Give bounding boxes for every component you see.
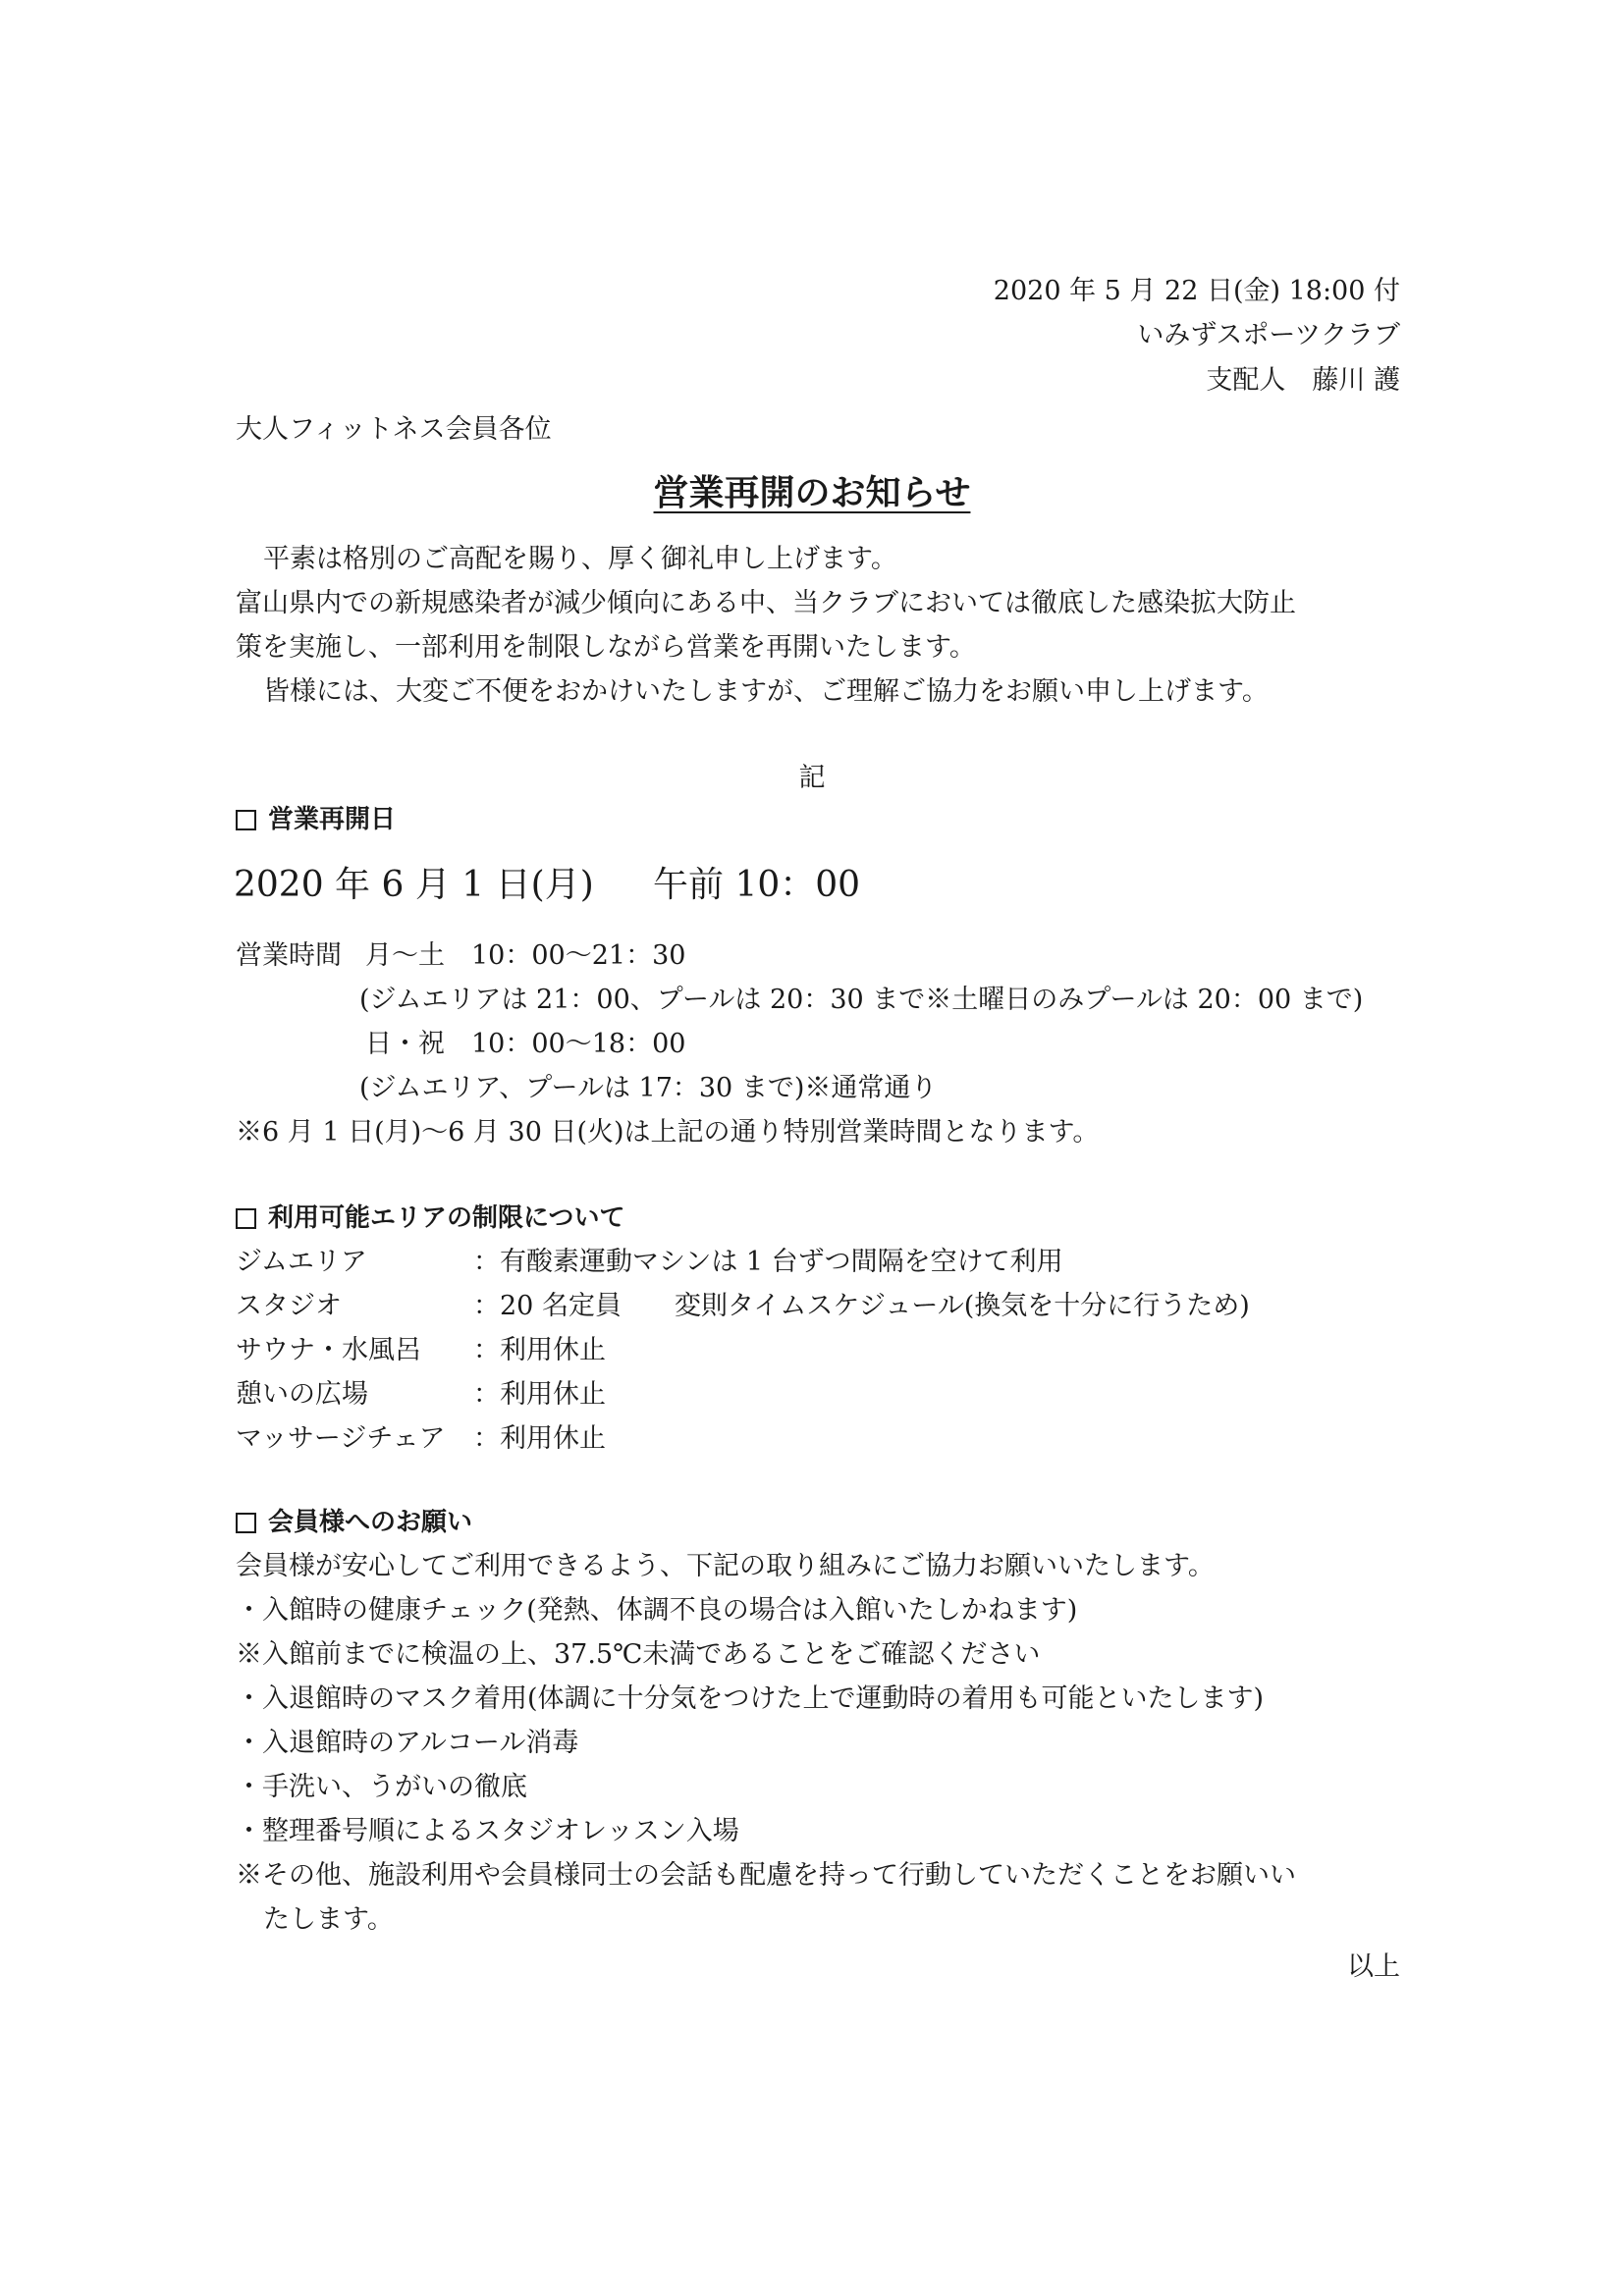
area-detail: ：利用休止 [473, 1379, 606, 1410]
ending-mark: 以上 [1347, 1951, 1400, 1982]
section-area-heading [236, 1201, 624, 1235]
hours-label: 営業時間 [236, 940, 342, 971]
special-hours-note: ※6 月 1 日(月)～6 月 30 日(火)は上記の通り特別営業時間となります。 [236, 1117, 1100, 1148]
request-item: ※入館前までに検温の上、37.5℃未満であることをご確認ください [236, 1639, 1041, 1670]
area-detail: ：利用休止 [473, 1335, 606, 1365]
section-reopen-heading [236, 803, 396, 836]
request-item: ・入退館時のマスク着用(体調に十分気をつけた上で運動時の着用も可能といたします) [236, 1683, 1265, 1714]
section-area-heading-label: 利用可能エリアの制限について [268, 1203, 625, 1233]
request-item: ・整理番号順によるスタジオレッスン入場 [236, 1816, 739, 1846]
organization-name: いみずスポーツクラブ [1137, 320, 1400, 350]
closing-note-line-2: たします。 [263, 1904, 394, 1935]
area-detail: ：有酸素運動マシンは 1 台ずつ間隔を空けて利用 [473, 1247, 1063, 1277]
area-name: ジムエリア [236, 1247, 367, 1277]
addressee: 大人フィットネス会員各位 [236, 414, 552, 445]
holiday-hours: 日・祝 10：00～18：00 [365, 1029, 686, 1059]
reopen-date: 2020 年 6 月 1 日(月) [234, 865, 594, 905]
checkbox-square-icon [236, 810, 256, 830]
request-item: ・入館時の健康チェック(発熱、体調不良の場合は入館いたしかねます) [236, 1595, 1078, 1626]
intro-line-1: 平素は格別のご高配を賜り、厚く御礼申し上げます。 [263, 544, 897, 574]
area-name: スタジオ [236, 1291, 342, 1321]
section-request-heading-label: 会員様へのお願い [268, 1508, 473, 1537]
area-name: マッサージチェア [236, 1423, 446, 1454]
intro-line-4: 皆様には、大変ご不便をおかけいたしますが、ご理解ご協力をお願い申し上げます。 [263, 676, 1269, 707]
area-name: サウナ・水風呂 [236, 1335, 421, 1365]
checkbox-square-icon [236, 1513, 256, 1533]
intro-line-3: 策を実施し、一部利用を制限しながら営業を再開いたします。 [236, 632, 976, 663]
page-title: 営業再開のお知らせ [653, 472, 971, 513]
closing-note-line-1: ※その他、施設利用や会員様同士の会話も配慮を持って行動していただくことをお願いい [236, 1860, 1296, 1891]
area-detail: ：利用休止 [473, 1423, 606, 1454]
holiday-note: (ジムエリア、プールは 17：30 まで)※通常通り [359, 1073, 938, 1103]
ki-mark: 記 [798, 763, 826, 793]
signatory: 支配人 藤川 護 [1206, 365, 1400, 396]
section-request-heading [236, 1506, 472, 1539]
area-detail: ：20 名定員 変則タイムスケジュール(換気を十分に行うため) [473, 1291, 1250, 1321]
reopen-time: 午前 10：00 [653, 865, 861, 905]
issue-date: 2020 年 5 月 22 日(金) 18:00 付 [993, 276, 1400, 306]
request-lead: 会員様が安心してご利用できるよう、下記の取り組みにご協力お願いいたします。 [236, 1551, 1215, 1581]
request-item: ・入退館時のアルコール消毒 [236, 1728, 579, 1758]
checkbox-square-icon [236, 1208, 256, 1229]
weekday-hours: 月～土 10：00～21：30 [365, 940, 686, 971]
intro-line-2: 富山県内での新規感染者が減少傾向にある中、当クラブにおいては徹底した感染拡大防止 [236, 588, 1296, 618]
section-reopen-heading-label: 営業再開日 [268, 805, 397, 834]
weekday-note: (ジムエリアは 21：00、プールは 20：30 まで※土曜日のみプールは 20：00 まで) [359, 985, 1364, 1015]
request-item: ・手洗い、うがいの徹底 [236, 1772, 527, 1802]
area-name: 憩いの広場 [236, 1379, 368, 1410]
